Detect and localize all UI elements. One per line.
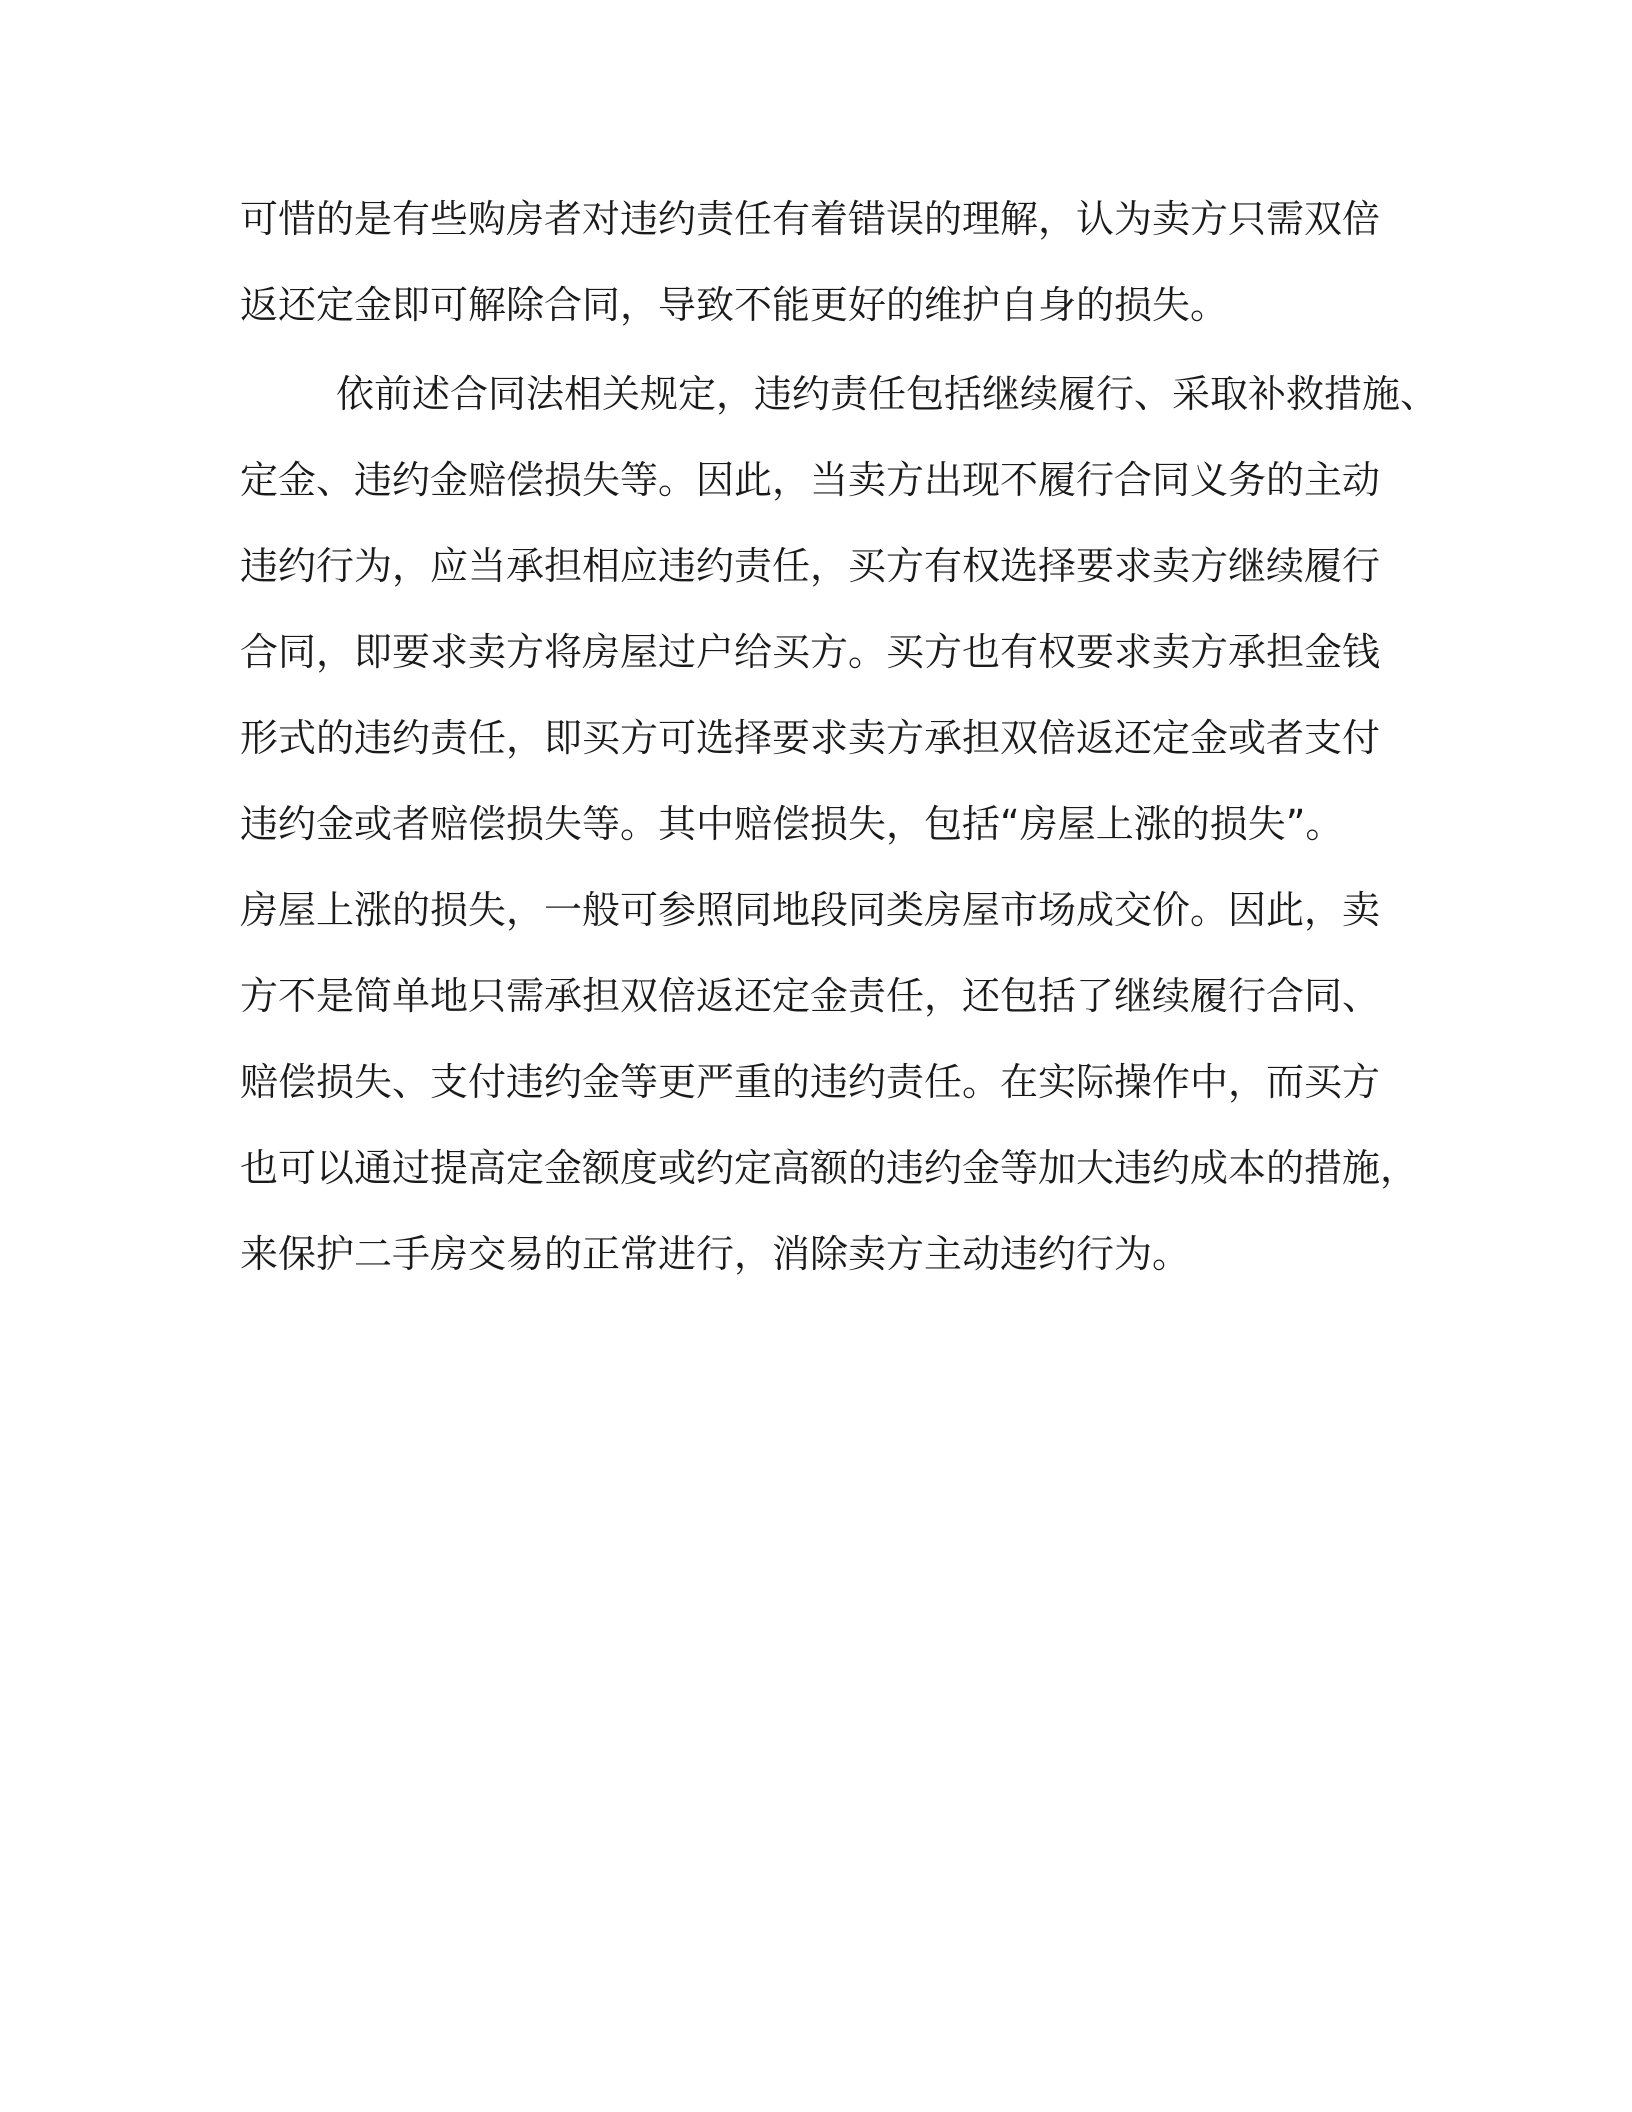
paragraph-line: 赔偿损失、支付违约金等更严重的违约责任。在实际操作中，而买方 [240, 1060, 1381, 1104]
paragraph-line: 方不是简单地只需承担双倍返还定金责任，还包括了继续履行合同、 [240, 974, 1381, 1018]
paragraph-line: 返还定金即可解除合同，导致不能更好的维护自身的损失。 [240, 283, 1229, 327]
paragraph-line: 房屋上涨的损失，一般可参照同地段同类房屋市场成交价。因此，卖 [240, 888, 1381, 932]
paragraph-line: 也可以通过提高定金额度或约定高额的违约金等加大违约成本的措施， [240, 1146, 1419, 1190]
paragraph-2 [240, 365, 1439, 1283]
paragraph-line: 定金、违约金赔偿损失等。因此，当卖方出现不履行合同义务的主动 [240, 458, 1381, 502]
paragraph-line: 可惜的是有些购房者对违约责任有着错误的理解，认为卖方只需双倍 [240, 197, 1381, 241]
document-body [240, 190, 1439, 1283]
paragraph-line: 违约行为，应当承担相应违约责任，买方有权选择要求卖方继续履行 [240, 544, 1381, 588]
paragraph-line: 形式的违约责任，即买方可选择要求卖方承担双倍返还定金或者支付 [240, 716, 1381, 760]
paragraph-line: 来保护二手房交易的正常进行，消除卖方主动违约行为。 [240, 1232, 1191, 1276]
paragraph-1 [240, 190, 1420, 334]
paragraph-line: 依前述合同法相关规定，违约责任包括继续履行、采取补救措施、 [336, 372, 1439, 416]
paragraph-line: 合同，即要求卖方将房屋过户给买方。买方也有权要求卖方承担金钱 [240, 630, 1381, 674]
paragraph-line: 违约金或者赔偿损失等。其中赔偿损失，包括“房屋上涨的损失”。 [240, 802, 1344, 846]
